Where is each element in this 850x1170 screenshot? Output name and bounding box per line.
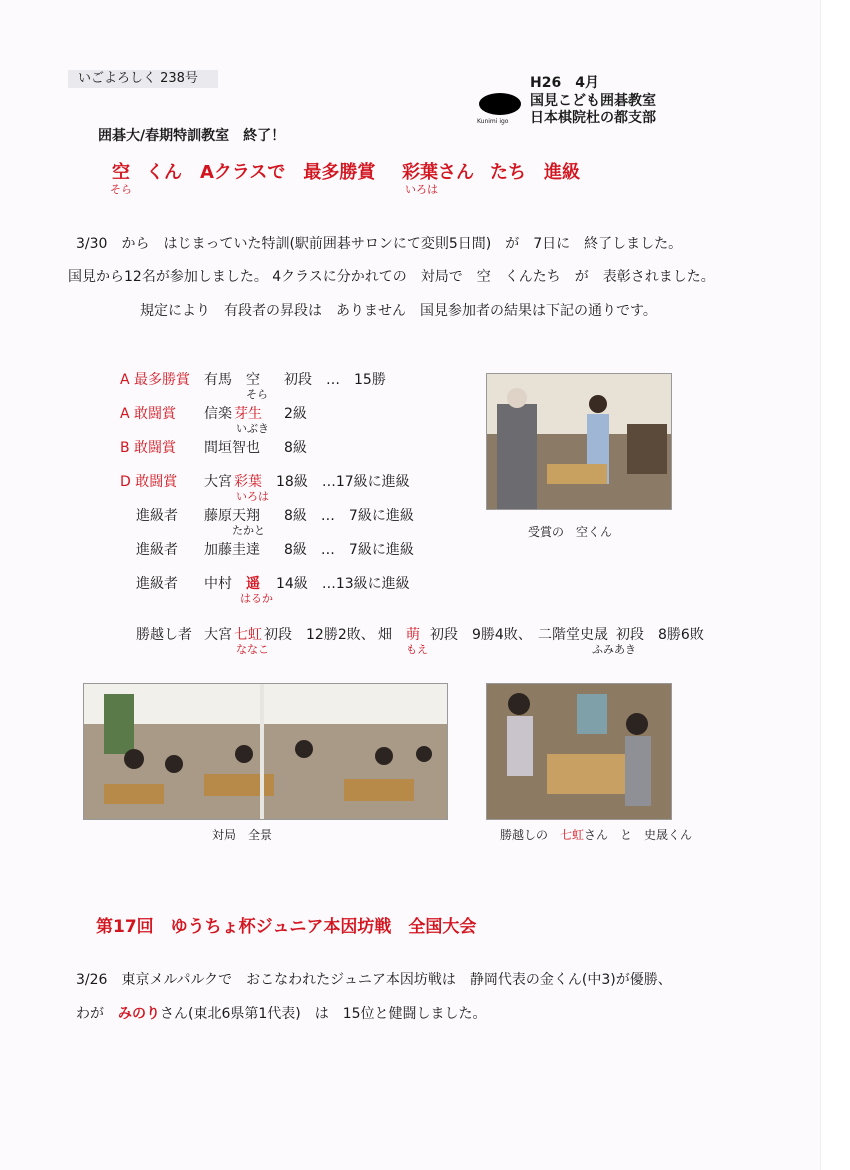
paragraph-3: 規定により 有段者の昇段は ありません 国見参加者の結果は下記の通りです。 — [140, 303, 657, 319]
section2-p2-suffix: さん(東北6県第1代表) は 15位と健闘しました。 — [160, 1006, 487, 1022]
org-name-2: 日本棋院杜の都支部 — [530, 110, 656, 126]
section2-p2-highlight: みのり — [118, 1006, 160, 1022]
award-result: 初段 … 15勝 — [284, 372, 386, 388]
award-ruby: そら — [246, 388, 268, 401]
headline-part1: くん Aクラスで 最多勝賞 — [146, 162, 376, 183]
award-name: 信楽 — [204, 406, 232, 422]
photo-caption-1: 受賞の 空くん — [528, 525, 613, 539]
paragraph-2: 国見から12名が参加しました。 4クラスに分かれての 対局で 空 くんたち が 表彰されました。 — [68, 269, 715, 285]
tournament-overview-photo — [83, 683, 448, 820]
award-name-highlight: 遥 — [246, 576, 260, 592]
kachikoshi-p2-name: 畑 — [378, 627, 406, 643]
headline-intro: 囲碁大/春期特訓教室 終了！ — [98, 128, 286, 144]
headline-name2: 彩葉さん — [402, 162, 474, 183]
award-name: 間垣智也 — [204, 440, 260, 456]
award-name: 加藤圭達 — [204, 542, 260, 558]
org-name-1: 国見こども囲碁教室 — [530, 93, 656, 109]
headline-name2-ruby: いろは — [405, 183, 438, 196]
award-result: 8級 … 7級に進級 — [284, 508, 414, 524]
award-name: 大宮 — [204, 474, 232, 490]
kachikoshi-p1-highlight: 七虹 — [234, 627, 262, 643]
award-ruby: いろは — [236, 490, 269, 503]
go-stone-logo — [479, 93, 521, 115]
kachikoshi-p3-result: 初段 8勝6敗 — [616, 627, 704, 643]
award-label: 進級者 — [136, 542, 178, 558]
award-ruby: いぶき — [236, 422, 269, 435]
caption-3-highlight: 七虹 — [560, 828, 585, 842]
award-name: 有馬 空 — [204, 372, 260, 388]
award-label: B 敢闘賞 — [120, 440, 177, 456]
award-name-highlight: 彩葉 — [234, 474, 262, 490]
caption-3-suffix: さん と 史晟くん — [584, 828, 693, 842]
page-edge — [820, 0, 850, 1170]
kachikoshi-p2-ruby: もえ — [406, 643, 428, 656]
award-result: 2級 — [284, 406, 307, 422]
caption-3-prefix: 勝越しの — [500, 828, 561, 842]
kachikoshi-p1-ruby: ななこ — [236, 643, 269, 656]
award-name: 中村 — [204, 576, 246, 592]
paragraph-1: 3/30 から はじまっていた特訓(駅前囲碁サロンにて変則5日間) が 7日に 終了しました。 — [76, 236, 683, 252]
award-name: 藤原天翔 — [204, 508, 260, 524]
award-ceremony-photo — [486, 373, 672, 510]
winners-photo — [486, 683, 672, 820]
logo-text: Kunimi igo — [477, 118, 509, 125]
award-ruby: はるか — [240, 592, 273, 605]
award-result: 18級 …17級に進級 — [276, 474, 410, 490]
award-name-highlight: 芽生 — [234, 406, 262, 422]
award-ruby: たかと — [232, 524, 265, 537]
kachikoshi-p3-name: 二階堂史晟 — [538, 627, 608, 643]
award-result: 8級 — [284, 440, 307, 456]
award-result: 8級 … 7級に進級 — [284, 542, 414, 558]
kachikoshi-p1-result: 初段 12勝2敗、 — [264, 627, 375, 643]
award-result: 14級 …13級に進級 — [276, 576, 410, 592]
section2-paragraph-1: 3/26 東京メルパルクで おこなわれたジュニア本因坊戦は 静岡代表の金くん(中3)が優勝、 — [76, 972, 672, 988]
section2-p2-prefix: わが — [76, 1006, 118, 1022]
kachikoshi-label: 勝越し者 — [136, 627, 192, 643]
kachikoshi-p3-ruby: ふみあき — [592, 643, 636, 656]
section2-paragraph-2 — [76, 1003, 487, 1023]
kachikoshi-p2-result: 初段 9勝4敗、 — [430, 627, 532, 643]
kachikoshi-p1-name: 大宮 — [204, 627, 232, 643]
award-label: D 敢闘賞 — [120, 474, 178, 490]
award-label: A 敢闘賞 — [120, 406, 177, 422]
headline-name1: 空 — [112, 162, 130, 183]
kachikoshi-p2-highlight: 萌 — [406, 627, 420, 643]
award-label: A 最多勝賞 — [120, 372, 191, 388]
photo-caption-3 — [500, 826, 692, 843]
headline-part2: たち 進級 — [490, 162, 580, 183]
photo-caption-2: 対局 全景 — [212, 828, 273, 842]
award-label: 進級者 — [136, 576, 178, 592]
section2-title: 第17回 ゆうちょ杯ジュニア本因坊戦 全国大会 — [96, 917, 477, 937]
issue-date: H26 4月 — [530, 75, 599, 91]
issue-tag: いごよろしく 238号 — [68, 70, 218, 88]
headline-name1-ruby: そら — [110, 183, 132, 196]
award-label: 進級者 — [136, 508, 178, 524]
